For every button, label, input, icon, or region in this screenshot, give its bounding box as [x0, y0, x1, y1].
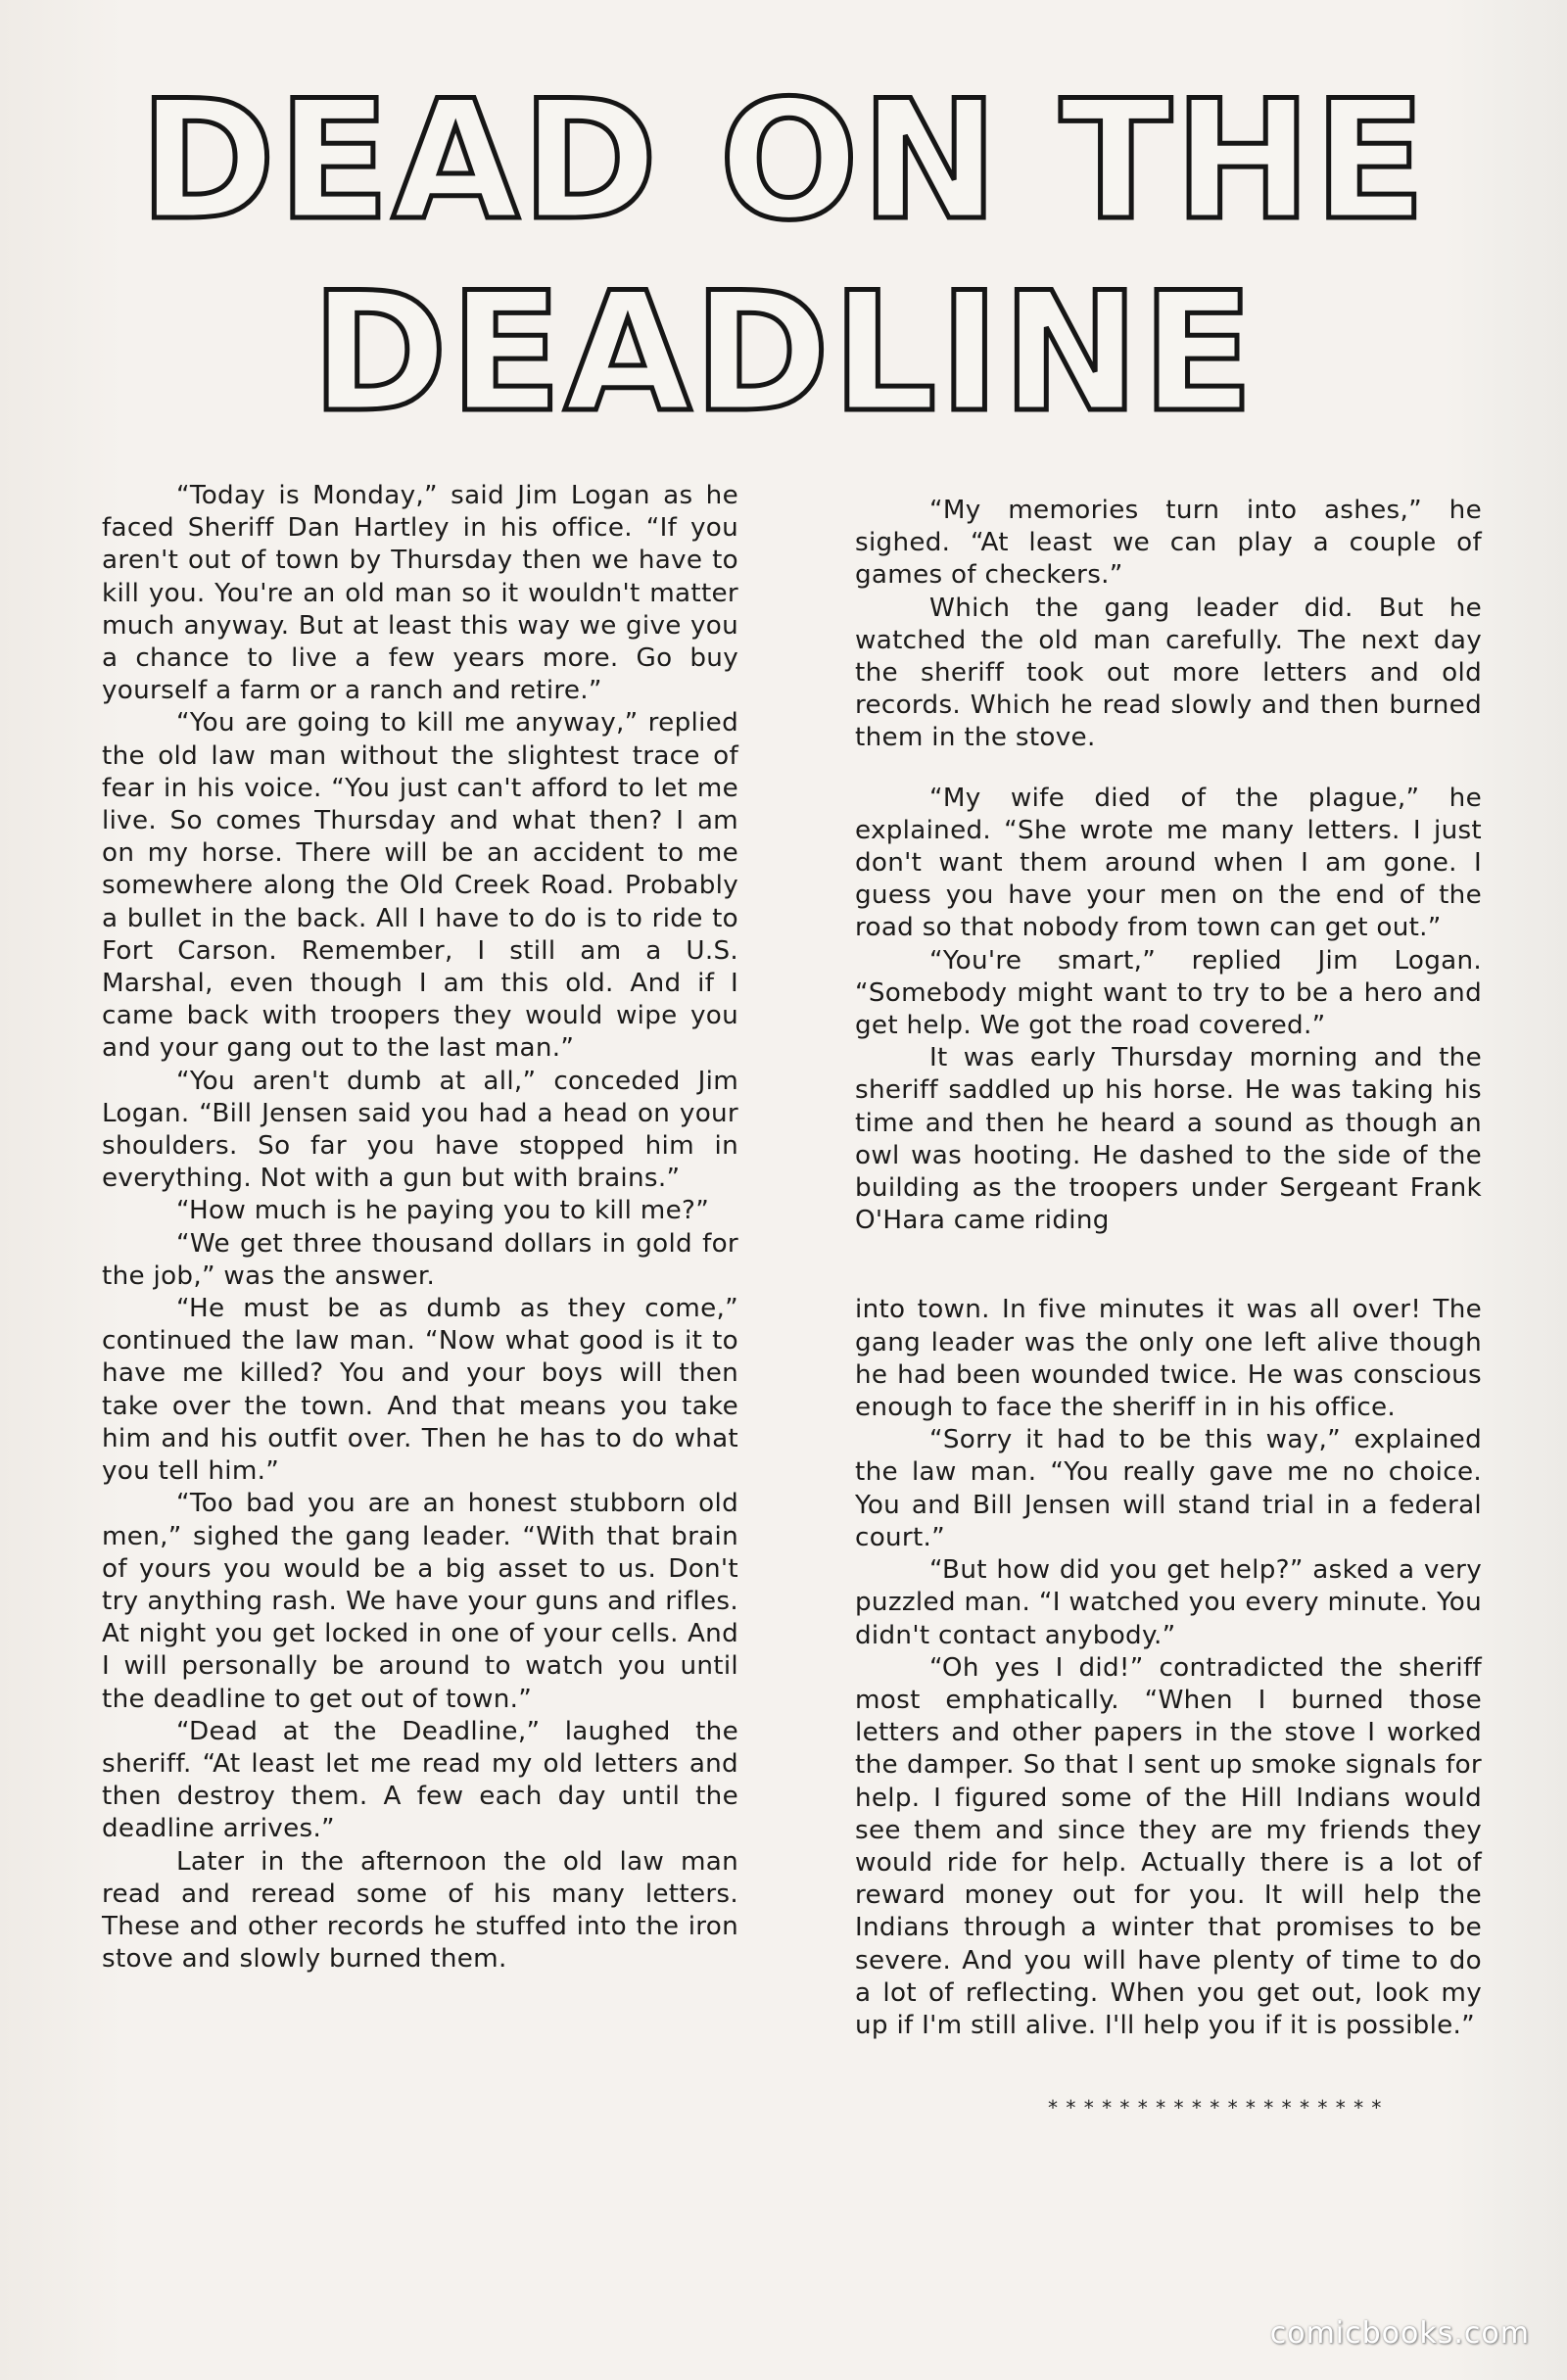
- paragraph-continuation: into town. In five minutes it was all over! The gang leader was the only one left alive though he had been wounded twice. He was conscious enough to face the sheriff in in his office.: [855, 1295, 1482, 1423]
- paragraph: Which the gang leader did. But he watched the old man carefully. The next day the sheriff took out more letters and old records. Which he read slowly and then burned them in the stove.: [855, 593, 1482, 753]
- paragraph: It was early Thursday morning and the sheriff saddled up his horse. He was taking his time and then he heard a sound as though an owl was hooting. He dashed to the side of the building as the troopers under Sergeant Frank O'Hara came riding: [855, 1043, 1482, 1236]
- right-text-column: [855, 495, 1482, 2042]
- paragraph: “You aren't dumb at all,” conceded Jim Logan. “Bill Jensen said you had a head on your shoulders. So far you have stopped him in everything. Not with a gun but with brains.”: [102, 1066, 738, 1194]
- paragraph: “You're smart,” replied Jim Logan. “Somebody might want to try to be a hero and get help. We got the road covered.”: [855, 945, 1482, 1041]
- end-of-story-stars: * * * * * * * * * * * * * * * * * * *: [1048, 2096, 1383, 2119]
- paragraph: “You are going to kill me anyway,” replied the old law man without the slightest trace of fear in his voice. “You just can't afford to let me live. So comes Thursday and what then? I am on my horse. There will be an accident to me somewhere along the Old Creek Road. Probably a bullet in the back. All I have to do is to ride to Fort Carson. Remember, I still am a U.S. Marshal, even though I am this old. And if I came back with troopers they would wipe you and your gang out to the last man.”: [102, 708, 738, 1064]
- paragraph: “Oh yes I did!” contradicted the sheriff most emphatically. “When I burned those letters and other papers in the stove I worked the damper. So that I sent up smoke signals for help. I figured some of the Hill Indians would see them and since they are my friends they would ride for help. Actually there is a lot of reward money out for you. It will help the Indians through a winter that promises to be severe. And you will have plenty of time to do a lot of reflecting. When you get out, look my up if I'm still alive. I'll help you if it is possible.”: [855, 1652, 1482, 2040]
- paragraph: “Sorry it had to be this way,” explained the law man. “You really gave me no choice. You and Bill Jensen will stand trial in a federal court.”: [855, 1425, 1482, 1552]
- left-text-column: [102, 480, 738, 1975]
- paragraph: “How much is he paying you to kill me?”: [176, 1196, 710, 1226]
- paragraph: “Too bad you are an honest stubborn old men,” sighed the gang leader. “With that brain of yours you would be a big asset to us. Don't try anything rash. We have your guns and rifles. At night you get locked in one of your cells. And I will personally be around to watch you until the deadline to get out of town.”: [102, 1489, 738, 1714]
- paragraph: “My wife died of the plague,” he explained. “She wrote me many letters. I just don't want them around when I am gone. I guess you have your men on the end of the road so that nobody from town can get out.”: [855, 783, 1482, 943]
- paragraph-gap: [855, 755, 1482, 783]
- paragraph: Later in the afternoon the old law man read and reread some of his many letters. These and other records he stuffed into the iron stove and slowly burned them.: [102, 1846, 738, 1975]
- paragraph: “We get three thousand dollars in gold for the job,” was the answer.: [102, 1228, 738, 1291]
- panel-gap: [855, 1237, 1482, 1294]
- paragraph: “But how did you get help?” asked a very puzzled man. “I watched you every minute. You didn't contact anybody.”: [855, 1555, 1482, 1650]
- story-title-line-1: DEAD ON THE: [138, 65, 1429, 257]
- paragraph: “Dead at the Deadline,” laughed the sheriff. “At least let me read my old letters and then destroy them. A few each day until the deadline arrives.”: [102, 1716, 738, 1844]
- paragraph: “He must be as dumb as they come,” continued the law man. “Now what good is it to have me killed? You and your boys will then take over the town. And that means you take him and his outfit over. Then he has to do what you tell him.”: [102, 1294, 738, 1487]
- paragraph: “My memories turn into ashes,” he sighed. “At least we can play a couple of games of checkers.”: [855, 496, 1482, 591]
- paragraph: “Today is Monday,” said Jim Logan as he faced Sheriff Dan Hartley in his office. “If you aren't out of town by Thursday then we have to kill you. You're an old man so it wouldn't matter much anyway. But at least this way we give you a chance to live a few years more. Go buy yourself a farm or a ranch and retire.”: [102, 481, 738, 706]
- site-watermark: comicbooks.com: [1269, 2316, 1530, 2351]
- story-title-line-2: DEADLINE: [310, 257, 1257, 449]
